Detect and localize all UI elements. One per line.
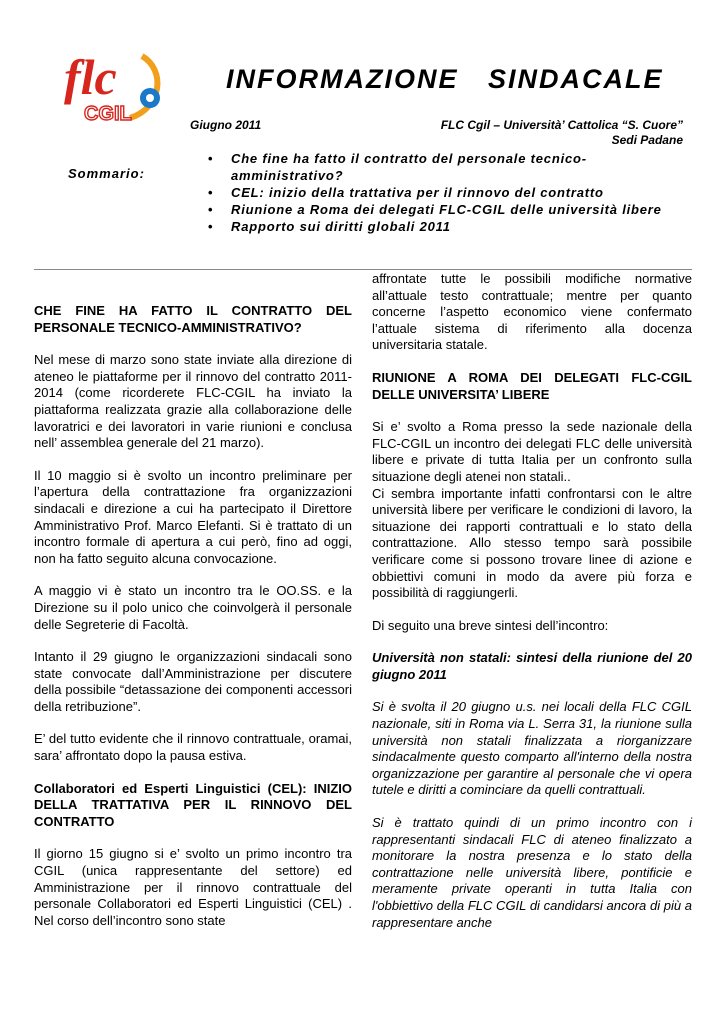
summary-item: • Rapporto sui diritti globali 2011 bbox=[208, 219, 451, 234]
newsletter-title: INFORMAZIONE SINDACALE bbox=[226, 64, 664, 94]
right-column bbox=[372, 271, 692, 931]
paragraph: Si è svolta il 20 giugno u.s. nei locali della FLC CGIL nazionale, siti in Roma via L. Serra 31, la riunione sulla università non statali finalizzata a riorganizzare sindacalmente questo comparto all'interno della nostra organizzazione per garantire al personale che vi opera tutele e diritti a cominciare da quelli contrattuali. bbox=[372, 699, 692, 798]
paragraph: Nel mese di marzo sono state inviate alla direzione di ateneo le piattaforme per il rinnovo del contratto 2011-2014 (come ricorderete FLC-CGIL ha inviato la piattaforma realizzata grazie alla collaborazione delle lavoratrici e dei lavoratori in varie riunioni e conclusa nell’ assemblea generale del 21 marzo). bbox=[34, 352, 352, 451]
bullet-icon: • bbox=[208, 185, 214, 200]
summary-item: • CEL: inizio della trattativa per il rinnovo del contratto bbox=[208, 185, 604, 200]
paragraph: Intanto il 29 giugno le organizzazioni sindacali sono state convocate dall’Amministrazione per discutere della possibile “detassazione dei componenti accessori della retribuzione”. bbox=[34, 649, 352, 714]
paragraph: affrontate tutte le possibili modifiche normative all’attuale testo contrattuale; mentre per quanto concerne l’aspetto economico viene confermato l’attuale sistema di riferimento alla docenza universitaria statale. bbox=[372, 271, 692, 353]
paragraph: Il 10 maggio si è svolto un incontro preliminare per l’apertura della contrattazione fra organizzazioni sindacali e direzione a cui ha partecipato il Direttore Amministrativo Prof. Marco Elefanti. Si è trattato di un incontro formale di apertura a cui però, fino ad oggi, non ha fatto seguito alcuna convocazione. bbox=[34, 467, 352, 566]
paragraph: Ci sembra importante infatti confrontarsi con le altre università libere per verificare le condizioni di lavoro, la situazione dei rapporti contrattuali e lo stato della contrattazione. Allo stesso tempo sarà possibile verificare come si possono trovare linee di azione e obbiettivi comuni in modo da avere più forza e possibilità di raggiungerli. bbox=[372, 485, 692, 601]
logo-cgil-text: CGIL bbox=[84, 103, 132, 125]
logo-flc-text: flc bbox=[64, 49, 117, 105]
paragraph: Il giorno 15 giugno si e’ svolto un primo incontro tra CGIL (unica rappresentante del settore) ed Amministrazione per il rinnovo contrattuale del personale Collaboratori ed Esperti Linguistici (CEL) . Nel corso dell’incontro sono state bbox=[34, 846, 352, 928]
summary-label: Sommario: bbox=[68, 166, 145, 181]
paragraph: Si e’ svolto a Roma presso la sede nazionale della FLC-CGIL un incontro dei delegati FLC delle università libere e private di tutta Italia per un confronto sulla situazione degli atenei non statali.. bbox=[372, 419, 692, 484]
summary-item: • Riunione a Roma dei delegati FLC-CGIL delle università libere bbox=[208, 202, 662, 217]
issue-date: Giugno 2011 bbox=[190, 118, 262, 132]
logo-orange-arc bbox=[130, 56, 157, 118]
organization-info bbox=[398, 118, 683, 148]
paragraph: E’ del tutto evidente che il rinnovo contrattuale, oramai, sara’ affrontato dopo la pausa estiva. bbox=[34, 731, 352, 764]
section-heading: Collaboratori ed Esperti Linguistici (CEL): INIZIO DELLA TRATTATIVA PER IL RINNOVO DEL CONTRATTO bbox=[34, 780, 352, 829]
flc-cgil-logo bbox=[54, 48, 169, 140]
subsection-heading: Università non statali: sintesi della riunione del 20 giugno 2011 bbox=[372, 650, 692, 682]
summary-item: • Che fine ha fatto il contratto del personale tecnico-amministrativo? bbox=[208, 151, 587, 183]
summary-list bbox=[208, 150, 693, 235]
organization-line-1: FLC Cgil – Università’ Cattolica “S. Cuore” bbox=[440, 118, 683, 132]
organization-line-2: Sedi Padane bbox=[611, 133, 683, 147]
paragraph: Di seguito una breve sintesi dell’incontro: bbox=[372, 617, 609, 633]
bullet-icon: • bbox=[208, 202, 214, 217]
bullet-icon: • bbox=[208, 219, 214, 234]
section-heading: CHE FINE HA FATTO IL CONTRATTO DEL PERSONALE TECNICO-AMMINISTRATIVO? bbox=[34, 303, 352, 335]
paragraph: A maggio vi è stato un incontro tra le OO.SS. e la Direzione su il polo unico che coinvolgerà il personale delle Segreterie di Facoltà. bbox=[34, 583, 352, 632]
bullet-icon: • bbox=[208, 151, 214, 166]
header-divider bbox=[34, 269, 692, 270]
paragraph: Si è trattato quindi di un primo incontro con i rappresentanti sindacali FLC di ateneo finalizzato a monitorare la nostra presenza e lo stato della contrattazione nelle università libere, pontificie e meramente private operanti in tutta Italia con l'obbiettivo della FLC CGIL di candidarsi ancora di più a rappresentare anche bbox=[372, 815, 692, 930]
left-column bbox=[34, 303, 352, 929]
section-heading: RIUNIONE A ROMA DEI DELEGATI FLC-CGIL DELLE UNIVERSITA’ LIBERE bbox=[372, 369, 692, 402]
